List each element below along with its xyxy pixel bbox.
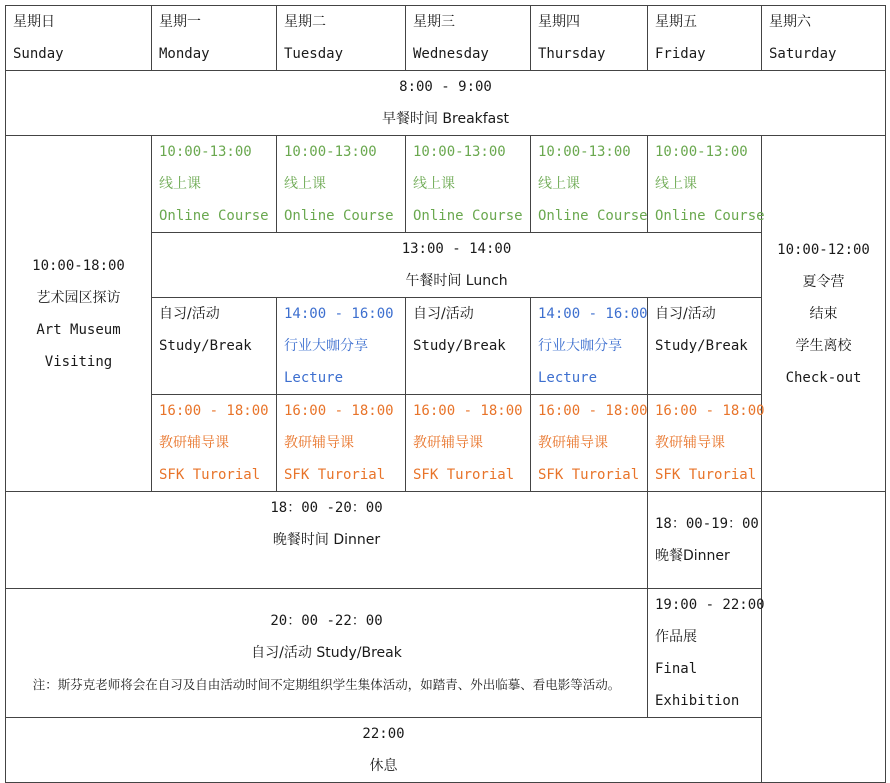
exhibition-cell bbox=[648, 589, 765, 718]
tutorial-en: SFK Turorial bbox=[159, 467, 261, 483]
lunch-time: 13:00 - 14:00 bbox=[401, 241, 512, 257]
day-en: Sunday bbox=[13, 46, 64, 62]
tutorial-cn: 教研辅导课 bbox=[159, 435, 229, 451]
online-course-time: 10:00-13:00 bbox=[655, 144, 748, 160]
exhibition-en: Final bbox=[655, 661, 698, 677]
breakfast-cell bbox=[6, 71, 886, 136]
saturday-evening-cell bbox=[762, 492, 886, 783]
day-header-friday bbox=[648, 6, 762, 71]
saturday-activity-cn: 学生离校 bbox=[795, 337, 852, 354]
study-break-cn: 自习/活动 bbox=[159, 306, 220, 322]
breakfast-row bbox=[6, 71, 886, 136]
lecture-cell-thursday bbox=[531, 298, 648, 395]
online-course-cell-thursday bbox=[531, 136, 648, 233]
day-header-tuesday bbox=[277, 6, 406, 71]
tutorial-cn: 教研辅导课 bbox=[655, 435, 725, 451]
day-en: Tuesday bbox=[284, 46, 344, 62]
lecture-cn: 行业大咖分享 bbox=[284, 338, 368, 354]
tutorial-en: SFK Turorial bbox=[413, 467, 515, 483]
rest-time: 22:00 bbox=[362, 726, 405, 742]
day-header-wednesday bbox=[406, 6, 531, 71]
day-header-monday bbox=[152, 6, 277, 71]
tutorial-en: SFK Turorial bbox=[284, 467, 386, 483]
lunch-cell bbox=[152, 233, 762, 298]
study-break-cn: 自习/活动 bbox=[413, 306, 474, 322]
tutorial-time: 16:00 - 18:00 bbox=[413, 403, 523, 419]
lecture-time: 14:00 - 16:00 bbox=[538, 306, 648, 322]
study-break-en: Study/Break bbox=[159, 338, 252, 354]
day-cn: 星期日 bbox=[13, 14, 55, 30]
lecture-cell-tuesday bbox=[277, 298, 406, 395]
study-break-cell-wednesday bbox=[406, 298, 531, 395]
evening-study-label: 自习/活动 Study/Break bbox=[251, 645, 402, 661]
online-course-time: 10:00-13:00 bbox=[159, 144, 252, 160]
rest-row bbox=[6, 718, 886, 783]
dinner-time: 18：00 -20：00 bbox=[270, 500, 383, 516]
lecture-time: 14:00 - 16:00 bbox=[284, 306, 394, 322]
sunday-activity-cn: 艺术园区探访 bbox=[36, 289, 121, 306]
tutorial-time: 16:00 - 18:00 bbox=[284, 403, 394, 419]
online-course-cell-friday bbox=[648, 136, 765, 233]
tutorial-cn: 教研辅导课 bbox=[538, 435, 608, 451]
online-course-cn: 线上课 bbox=[538, 176, 580, 192]
lecture-en: Lecture bbox=[538, 370, 598, 386]
breakfast-time: 8:00 - 9:00 bbox=[399, 79, 492, 95]
tutorial-en: SFK Turorial bbox=[538, 467, 640, 483]
online-course-en: Online Course bbox=[284, 208, 394, 224]
dinner-label: 晚餐时间 Dinner bbox=[272, 532, 381, 548]
online-course-cell-monday bbox=[152, 136, 277, 233]
evening-study-cell bbox=[6, 589, 648, 718]
breakfast-label: 早餐时间 Breakfast bbox=[381, 111, 510, 127]
sunday-activity-time: 10:00-18:00 bbox=[32, 257, 125, 274]
saturday-activity-cell bbox=[762, 136, 886, 492]
study-break-cn: 自习/活动 bbox=[655, 306, 716, 322]
tutorial-cell-monday bbox=[152, 395, 277, 492]
online-course-time: 10:00-13:00 bbox=[538, 144, 631, 160]
day-cn: 星期三 bbox=[413, 14, 455, 30]
sunday-activity-en: Art Museum bbox=[36, 321, 121, 338]
dinner-row bbox=[6, 492, 886, 589]
tutorial-cn: 教研辅导课 bbox=[413, 435, 483, 451]
online-course-cn: 线上课 bbox=[284, 176, 326, 192]
sunday-activity-cell bbox=[6, 136, 152, 492]
tutorial-time: 16:00 - 18:00 bbox=[159, 403, 269, 419]
rest-label: 休息 bbox=[369, 758, 398, 774]
exhibition-en: Exhibition bbox=[655, 693, 740, 709]
dinner-cell bbox=[6, 492, 648, 589]
tutorial-cell-wednesday bbox=[406, 395, 531, 492]
note-text: 注：斯芬克老师将会在自习及自由活动时间不定期组织学生集体活动，如踏青、外出临摹、看电影等活动。 bbox=[32, 677, 621, 692]
day-en: Saturday bbox=[769, 46, 837, 62]
saturday-activity-cn: 夏令营 bbox=[802, 273, 845, 290]
day-cn: 星期五 bbox=[655, 14, 697, 30]
lecture-cn: 行业大咖分享 bbox=[538, 338, 622, 354]
day-en: Wednesday bbox=[413, 46, 489, 62]
online-course-en: Online Course bbox=[413, 208, 523, 224]
online-course-time: 10:00-13:00 bbox=[413, 144, 506, 160]
exhibition-cn: 作品展 bbox=[655, 629, 697, 645]
saturday-activity-time: 10:00-12:00 bbox=[777, 241, 870, 258]
tutorial-cell-tuesday bbox=[277, 395, 406, 492]
study-break-cell-friday bbox=[648, 298, 762, 395]
online-course-cn: 线上课 bbox=[413, 176, 455, 192]
friday-dinner-cell bbox=[648, 492, 762, 589]
day-cn: 星期四 bbox=[538, 14, 580, 30]
day-header-thursday bbox=[531, 6, 648, 71]
day-header-saturday bbox=[762, 6, 886, 71]
day-en: Friday bbox=[655, 46, 706, 62]
online-course-cell-tuesday bbox=[277, 136, 406, 233]
day-header-sunday bbox=[6, 6, 152, 71]
tutorial-cell-friday bbox=[648, 395, 765, 492]
friday-dinner-label: 晚餐Dinner bbox=[655, 548, 730, 564]
day-en: Thursday bbox=[538, 46, 606, 62]
lecture-en: Lecture bbox=[284, 370, 344, 386]
friday-dinner-time: 18：00-19：00 bbox=[655, 516, 759, 532]
day-en: Monday bbox=[159, 46, 210, 62]
study-break-en: Study/Break bbox=[655, 338, 748, 354]
saturday-activity-cn: 结束 bbox=[809, 305, 838, 322]
exhibition-time: 19:00 - 22:00 bbox=[655, 597, 765, 613]
online-course-en: Online Course bbox=[538, 208, 648, 224]
tutorial-time: 16:00 - 18:00 bbox=[538, 403, 648, 419]
sunday-activity-en: Visiting bbox=[44, 353, 113, 370]
evening-study-time: 20：00 -22：00 bbox=[270, 613, 383, 629]
online-course-cell-wednesday bbox=[406, 136, 531, 233]
online-course-cn: 线上课 bbox=[655, 176, 697, 192]
weekly-schedule-table bbox=[5, 5, 886, 783]
lunch-label: 午餐时间 Lunch bbox=[405, 273, 508, 289]
tutorial-time: 16:00 - 18:00 bbox=[655, 403, 765, 419]
online-course-time: 10:00-13:00 bbox=[284, 144, 377, 160]
rest-cell bbox=[6, 718, 762, 783]
online-course-cn: 线上课 bbox=[159, 176, 201, 192]
tutorial-cn: 教研辅导课 bbox=[284, 435, 354, 451]
day-cn: 星期二 bbox=[284, 14, 326, 30]
online-course-en: Online Course bbox=[655, 208, 765, 224]
saturday-activity-en: Check-out bbox=[785, 369, 862, 386]
study-break-cell-monday bbox=[152, 298, 277, 395]
evening-row bbox=[6, 589, 886, 718]
day-cn: 星期六 bbox=[769, 14, 811, 30]
tutorial-en: SFK Turorial bbox=[655, 467, 757, 483]
tutorial-cell-thursday bbox=[531, 395, 648, 492]
online-course-row bbox=[6, 136, 886, 233]
day-cn: 星期一 bbox=[159, 14, 201, 30]
study-break-en: Study/Break bbox=[413, 338, 506, 354]
header-row bbox=[6, 6, 886, 71]
online-course-en: Online Course bbox=[159, 208, 269, 224]
